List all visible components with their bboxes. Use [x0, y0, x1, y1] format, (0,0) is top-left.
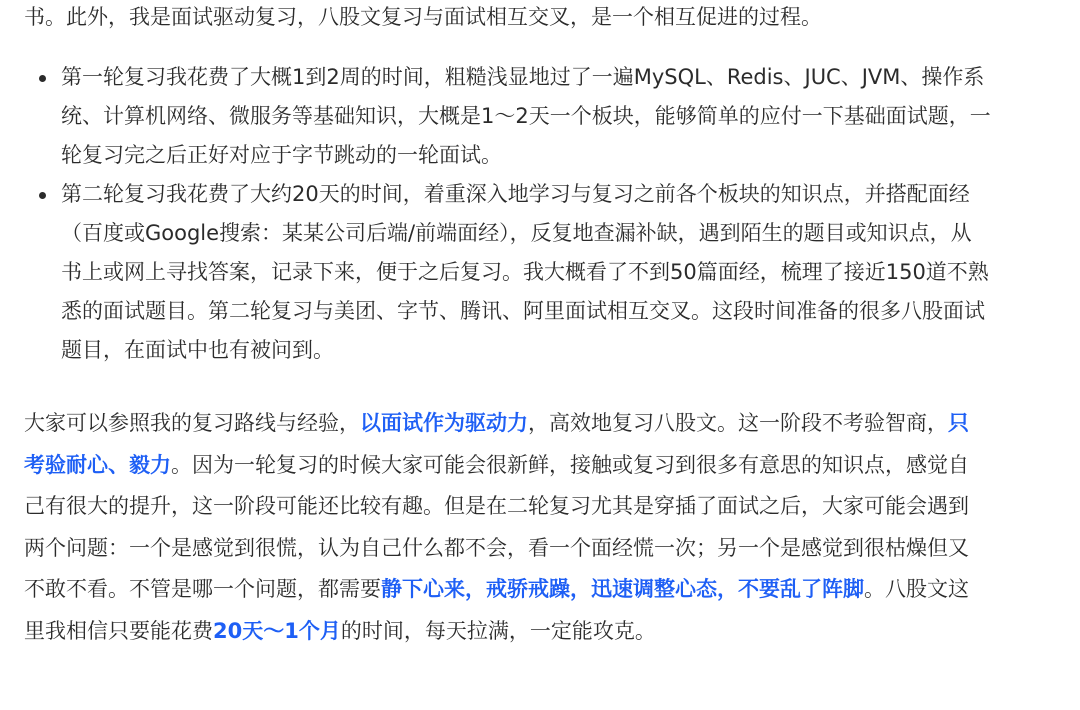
- bullet-icon: [39, 75, 46, 82]
- paragraph-text: 。因为一轮复习的时候大家可能会很新鲜，接触或复习到很多有意思的知识点，感觉自己有很大的提升，这一阶段可能还比较有趣。但是在二轮复习尤其是穿插了面试之后，大家可能会遇到两个问题：一个是感觉到很慌，认为自己什么都不会，看一个面经慌一次；另一个是感觉到很枯燥但又不敢不看。不管是哪一个问题，都需要: [24, 452, 969, 601]
- list-item: [24, 175, 1024, 370]
- article-body: [24, 0, 1024, 652]
- paragraph-text: 。八股文这里我相信只要能花费: [24, 577, 969, 643]
- highlight-text: 静下心来，戒骄戒躁，迅速调整心态，不要乱了阵脚: [381, 577, 864, 601]
- list-item-text: 第一轮复习我花费了大概1到2周的时间，粗糙浅显地过了一遍MySQL、Redis、JUC、JVM、操作系统、计算机网络、微服务等基础知识，大概是1～2天一个板块，能够简单的应付一下基础面试题，一轮复习完之后正好对应于字节跳动的一轮面试。: [61, 65, 991, 167]
- advice-paragraph: [24, 403, 984, 652]
- paragraph-text: ，高效地复习八股文。这一阶段不考验智商，: [528, 411, 948, 435]
- list-item-text: 第二轮复习我花费了大约20天的时间，着重深入地学习与复习之前各个板块的知识点，并搭配面经（百度或Google搜索：某某公司后端/前端面经），反复地查漏补缺，遇到陌生的题目或知识点，从书上或网上寻找答案，记录下来，便于之后复习。我大概看了不到50篇面经，梳理了接近150道不熟悉的面试题目。第二轮复习与美团、字节、腾讯、阿里面试相互交叉。这段时间准备的很多八股面试题目，在面试中也有被问到。: [61, 182, 989, 362]
- highlight-text: 只考验耐心、毅力: [24, 411, 969, 477]
- bullet-icon: [39, 192, 46, 199]
- intro-line: 书。此外，我是面试驱动复习，八股文复习与面试相互交叉，是一个相互促进的过程。: [24, 5, 822, 29]
- highlight-text: 以面试作为驱动力: [360, 411, 528, 435]
- review-steps-list: [24, 58, 1024, 370]
- paragraph-text: 大家可以参照我的复习路线与经验，: [24, 411, 360, 435]
- list-item: [24, 58, 1024, 175]
- paragraph-text: 的时间，每天拉满，一定能攻克。: [340, 618, 656, 643]
- highlight-text: 20天～1个月: [213, 618, 341, 643]
